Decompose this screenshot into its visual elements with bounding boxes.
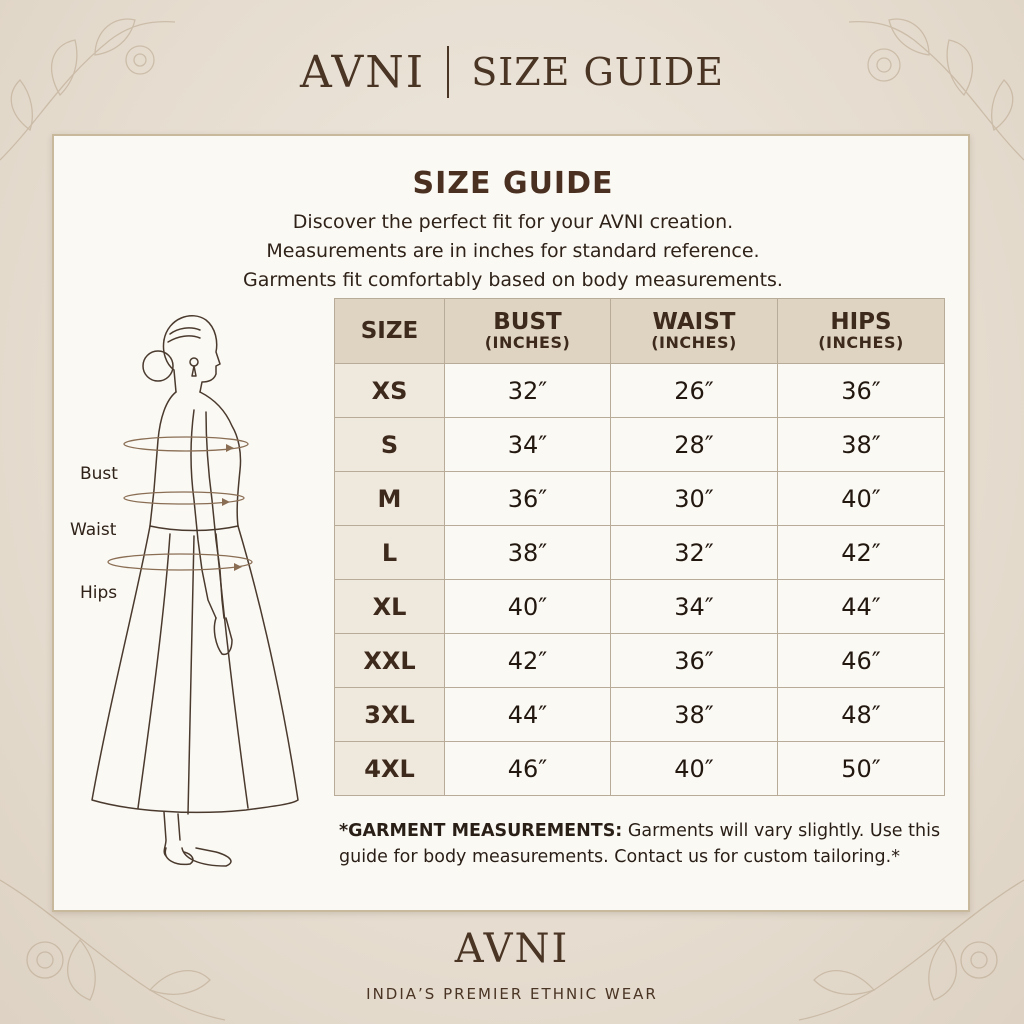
hips-label: Hips bbox=[80, 583, 118, 603]
size-cell: XL bbox=[335, 580, 445, 634]
waist-label: Waist bbox=[70, 520, 117, 540]
table-row bbox=[335, 688, 945, 742]
footer-brand: AVNI bbox=[454, 926, 570, 972]
page-title: SIZE GUIDE bbox=[471, 50, 725, 94]
header-divider bbox=[447, 46, 449, 98]
table-row bbox=[335, 364, 945, 418]
table-row bbox=[335, 580, 945, 634]
intro-line: Garments fit comfortably based on body measurements. bbox=[243, 269, 783, 291]
header-unit: (INCHES) bbox=[651, 333, 737, 352]
size-guide-card bbox=[52, 134, 970, 912]
bust-cell: 42″ bbox=[445, 634, 611, 688]
garment-note bbox=[339, 818, 949, 870]
header-hips: HIPS (INCHES) bbox=[778, 299, 945, 364]
size-cell: L bbox=[335, 526, 445, 580]
header-waist: WAIST (INCHES) bbox=[611, 299, 778, 364]
table-row bbox=[335, 634, 945, 688]
waist-cell: 40″ bbox=[611, 742, 778, 796]
bust-cell: 32″ bbox=[445, 364, 611, 418]
bust-cell: 36″ bbox=[445, 472, 611, 526]
size-cell: S bbox=[335, 418, 445, 472]
waist-cell: 34″ bbox=[611, 580, 778, 634]
intro-line: Discover the perfect fit for your AVNI creation. bbox=[292, 211, 734, 233]
bust-label: Bust bbox=[80, 464, 118, 484]
size-cell: 3XL bbox=[335, 688, 445, 742]
hips-cell: 38″ bbox=[778, 418, 945, 472]
note-text: Garments will vary slightly. Use this guide for body measurements. Contact us for custom tailoring.* bbox=[339, 821, 941, 867]
bust-cell: 34″ bbox=[445, 418, 611, 472]
waist-cell: 28″ bbox=[611, 418, 778, 472]
hips-cell: 42″ bbox=[778, 526, 945, 580]
card-title: SIZE GUIDE bbox=[412, 166, 614, 201]
table-row bbox=[335, 418, 945, 472]
header-size: SIZE bbox=[335, 299, 445, 364]
brand-logo-text: AVNI bbox=[299, 46, 426, 98]
waist-cell: 36″ bbox=[611, 634, 778, 688]
table-row bbox=[335, 526, 945, 580]
hips-cell: 40″ bbox=[778, 472, 945, 526]
waist-cell: 32″ bbox=[611, 526, 778, 580]
table-header-row bbox=[335, 299, 945, 364]
header-unit: (INCHES) bbox=[818, 333, 904, 352]
footer-tagline: INDIA’S PREMIER ETHNIC WEAR bbox=[366, 985, 658, 1003]
hips-cell: 48″ bbox=[778, 688, 945, 742]
table-row bbox=[335, 742, 945, 796]
size-cell: 4XL bbox=[335, 742, 445, 796]
size-cell: M bbox=[335, 472, 445, 526]
size-cell: XS bbox=[335, 364, 445, 418]
bust-cell: 46″ bbox=[445, 742, 611, 796]
bust-cell: 44″ bbox=[445, 688, 611, 742]
bust-cell: 40″ bbox=[445, 580, 611, 634]
waist-cell: 38″ bbox=[611, 688, 778, 742]
waist-cell: 30″ bbox=[611, 472, 778, 526]
hips-cell: 50″ bbox=[778, 742, 945, 796]
page-header bbox=[0, 40, 1024, 104]
intro-text bbox=[54, 208, 972, 295]
waist-cell: 26″ bbox=[611, 364, 778, 418]
bust-cell: 38″ bbox=[445, 526, 611, 580]
hips-cell: 46″ bbox=[778, 634, 945, 688]
size-cell: XXL bbox=[335, 634, 445, 688]
table-row bbox=[335, 472, 945, 526]
note-label: *GARMENT MEASUREMENTS: bbox=[339, 821, 623, 841]
hips-cell: 44″ bbox=[778, 580, 945, 634]
header-bust: BUST (INCHES) bbox=[445, 299, 611, 364]
size-table bbox=[334, 298, 945, 796]
header-unit: (INCHES) bbox=[484, 333, 571, 352]
hips-cell: 36″ bbox=[778, 364, 945, 418]
intro-line: Measurements are in inches for standard reference. bbox=[266, 240, 760, 262]
